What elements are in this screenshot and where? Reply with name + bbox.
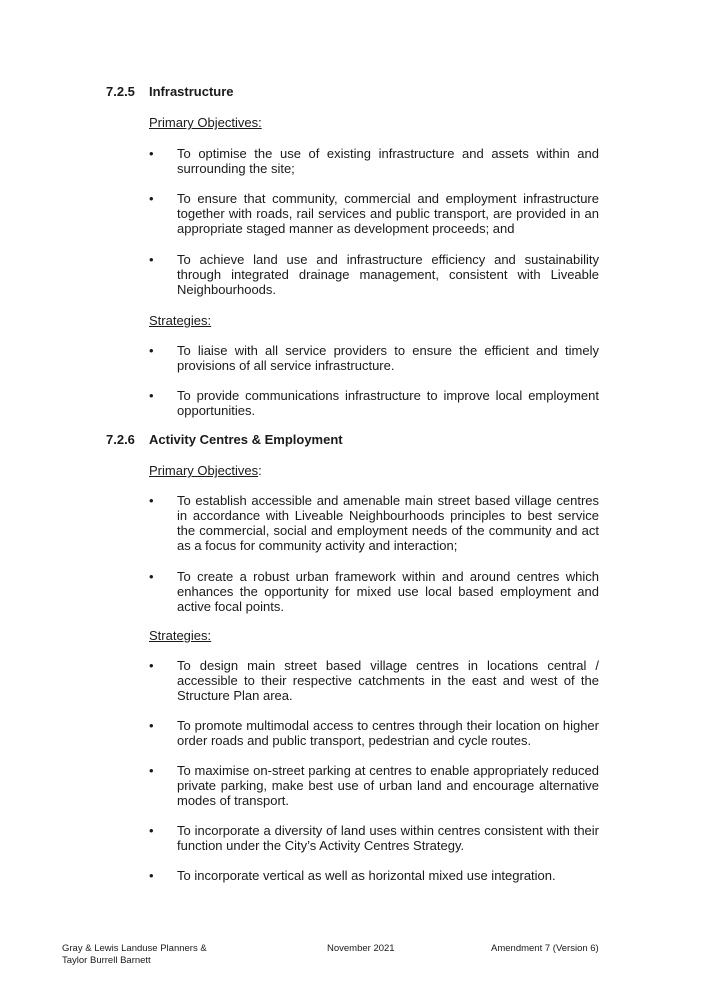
bullet-icon: • — [149, 823, 154, 838]
section-number: 7.2.5 — [106, 84, 135, 99]
list-item: • To optimise the use of existing infrastructure and assets within and surrounding the site; — [149, 146, 599, 176]
bullet-icon: • — [149, 343, 154, 358]
list-item: • To design main street based village centres in locations central / accessible to their respective catchments in the east and west of the Structure Plan area. — [149, 658, 599, 703]
primary-objectives-heading: Primary Objectives: — [149, 115, 262, 130]
primary-objectives-heading: Primary Objectives: — [149, 463, 262, 478]
strategies-heading: Strategies: — [149, 313, 212, 328]
bullet-icon: • — [149, 191, 154, 206]
footer-amendment: Amendment 7 (Version 6) — [491, 943, 599, 954]
bullet-icon: • — [149, 763, 154, 778]
list-item: • To provide communications infrastructure to improve local employment opportunities. — [149, 388, 599, 418]
bullet-icon: • — [149, 146, 154, 161]
list-item: • To maximise on-street parking at centres to enable appropriately reduced private parking, make best use of urban land and encourage alternative modes of transport. — [149, 763, 599, 808]
bullet-icon: • — [149, 493, 154, 508]
section-title: Activity Centres & Employment — [149, 432, 343, 447]
bullet-icon: • — [149, 868, 154, 883]
list-item: • To achieve land use and infrastructure efficiency and sustainability through integrated drainage management, consistent with Liveable Neighbourhoods. — [149, 252, 599, 297]
list-item: • To create a robust urban framework within and around centres which enhances the opportunity for mixed use local based employment and active focal points. — [149, 569, 599, 614]
section-number: 7.2.6 — [106, 432, 135, 447]
strategies-heading: Strategies: — [149, 628, 212, 643]
section-heading-7-2-5 — [106, 84, 606, 100]
bullet-icon: • — [149, 658, 154, 673]
section-heading-7-2-6 — [106, 432, 606, 448]
bullet-icon: • — [149, 569, 154, 584]
bullet-icon: • — [149, 718, 154, 733]
list-item: • To establish accessible and amenable main street based village centres in accordance with Liveable Neighbourhoods principles to best service the commercial, social and employment needs of the community and act as a focus for community activity and interaction; — [149, 493, 599, 553]
bullet-icon: • — [149, 388, 154, 403]
list-item: • To incorporate a diversity of land uses within centres consistent with their function under the City’s Activity Centres Strategy. — [149, 823, 599, 853]
footer-author: Gray & Lewis Landuse Planners & Taylor Burrell Barnett — [62, 943, 207, 966]
list-item: • To liaise with all service providers to ensure the efficient and timely provisions of all service infrastructure. — [149, 343, 599, 373]
bullet-icon: • — [149, 252, 154, 267]
section-title: Infrastructure — [149, 84, 234, 99]
list-item: • To incorporate vertical as well as horizontal mixed use integration. — [149, 868, 556, 883]
footer-date: November 2021 — [327, 943, 395, 954]
list-item: • To ensure that community, commercial and employment infrastructure together with roads, rail services and public transport, are provided in an appropriate staged manner as development proceeds; and — [149, 191, 599, 236]
list-item: • To promote multimodal access to centres through their location on higher order roads and public transport, pedestrian and cycle routes. — [149, 718, 599, 748]
